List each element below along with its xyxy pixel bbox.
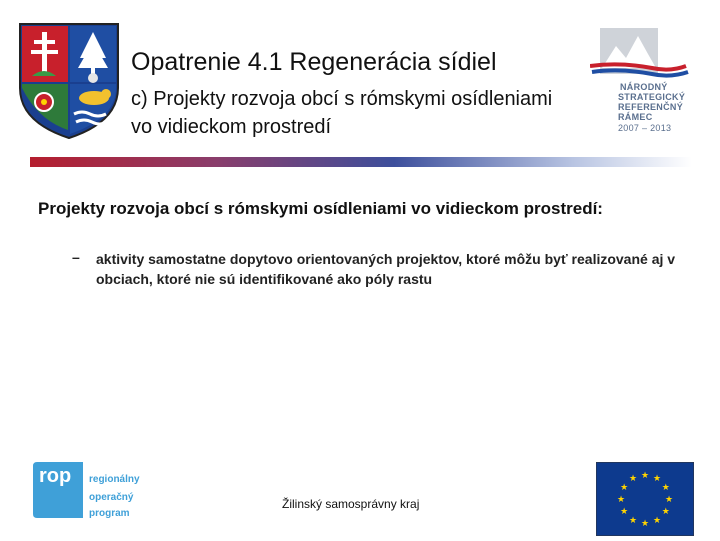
eu-star-icon: ★ [661,483,670,493]
eu-star-icon: ★ [661,507,670,517]
eu-star-icon: ★ [628,515,638,526]
content-heading: Projekty rozvoja obcí s rómskymi osídleniami vo vidieckom prostredí: [38,199,603,218]
footer-text: Žilinský samosprávny kraj [282,497,420,511]
nsrr-logo [590,28,690,139]
nsrr-line3: REFERENČNÝ [618,102,684,112]
rop-mark: rop [39,465,72,487]
nsrr-line1: NÁRODNÝ [620,82,668,92]
rop-line1: regionálny [89,474,140,485]
eu-star-icon: ★ [652,474,662,485]
rop-line2: operačný [89,492,134,503]
eu-star-icon: ★ [640,471,650,481]
nsrr-years: 2007 – 2013 [618,123,672,133]
nsrr-line2: STRATEGICKÝ [618,92,686,102]
slide-subtitle: c) Projekty rozvoja obcí s rómskymi osídleniami vo vidieckom prostredí [131,88,553,138]
eu-star-icon: ★ [652,515,662,526]
eu-star-icon: ★ [620,507,629,517]
title-divider [30,157,692,167]
coat-of-arms-logo [18,22,120,145]
nsrr-line4: RÁMEC [618,112,653,122]
bullet-text: aktivity samostatne dopytovo orientovaných projektov, ktoré môžu byť realizované aj v obciach, ktoré nie sú identifikované ako póly rastu [96,251,676,287]
bullet-marker: – [72,249,80,265]
eu-star-icon: ★ [664,495,674,505]
eu-star-icon: ★ [628,474,638,485]
rop-logo [33,462,173,529]
eu-star-icon: ★ [616,495,626,505]
eu-flag-logo [596,462,694,541]
slide-title: Opatrenie 4.1 Regenerácia sídiel [131,48,497,76]
eu-star-icon: ★ [620,483,629,493]
rop-line3: program [89,508,130,519]
eu-star-icon: ★ [640,519,650,529]
